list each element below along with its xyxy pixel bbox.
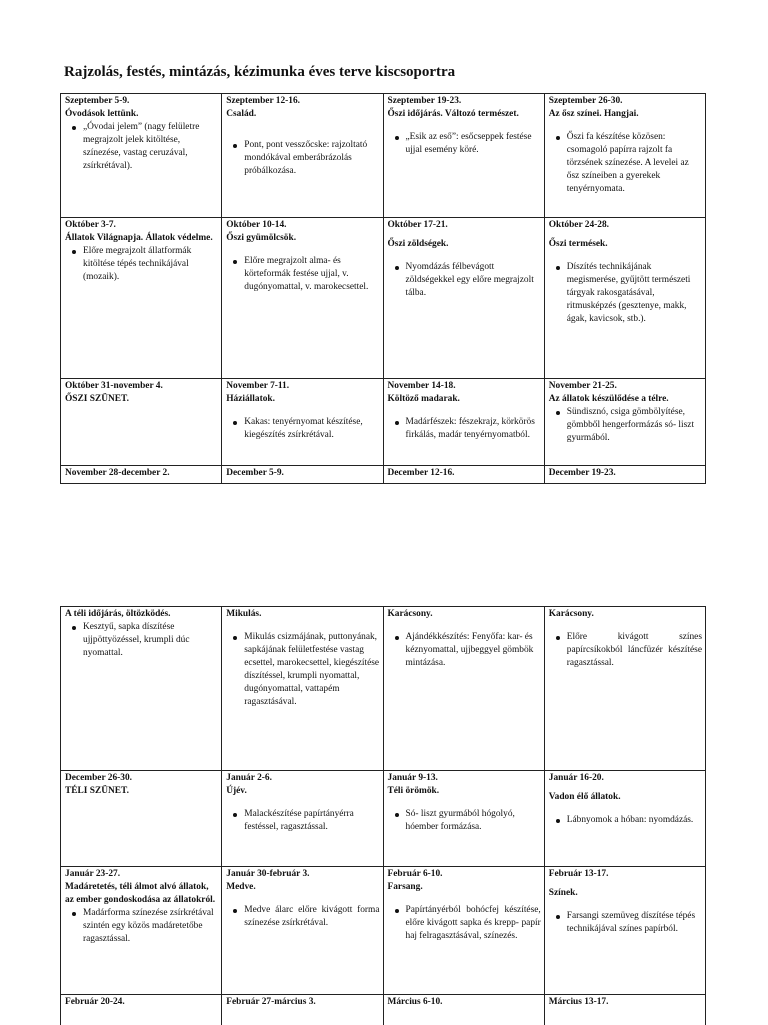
week-date: Október 31-november 4.	[65, 381, 163, 391]
week-topic: Őszi zöldségek.	[387, 238, 449, 249]
week-cell	[61, 466, 222, 484]
week-topic: Óvodások lettünk.	[65, 108, 139, 119]
activity-list	[549, 131, 702, 196]
week-date: Mikulás.	[226, 609, 262, 619]
week-cell	[383, 771, 544, 867]
activity-item: Előre megrajzolt állatformák kitöltése tépés technikájával (mozaik).	[83, 245, 218, 284]
week-cell	[544, 466, 705, 484]
page-title: Rajzolás, festés, mintázás, kézimunka éves terve kiscsoportra	[64, 64, 456, 80]
activity-list	[388, 808, 541, 834]
activity-item: Ajándékkészítés: Fenyőfa: kar- és kéznyomattal, ujjbeggyel gömbök mintázása.	[406, 631, 541, 670]
week-cell	[383, 867, 544, 995]
week-topic: Az állatok készülődése a télre.	[548, 393, 669, 404]
week-cell	[383, 607, 544, 771]
table-row	[61, 771, 706, 867]
activity-list	[388, 416, 541, 442]
week-topic: TÉLI SZÜNET.	[65, 785, 129, 796]
week-date: November 14-18.	[387, 381, 456, 391]
week-topic: Állatok Világnapja. Állatok védelme.	[65, 232, 213, 243]
activity-item: Madárforma színezése zsírkrétával szintén egy közös madáretetőbe ragasztással.	[83, 907, 218, 946]
table-row	[61, 94, 706, 218]
week-cell	[222, 995, 383, 1025]
activity-list	[65, 621, 218, 660]
week-date: Február 27-március 3.	[226, 997, 316, 1007]
activity-list	[549, 261, 702, 326]
week-topic: Őszi gyümölcsök.	[226, 232, 297, 243]
week-cell	[61, 771, 222, 867]
week-cell	[222, 466, 383, 484]
activity-item: Előre kivágott színes papírcsíkokból láncfüzér készítése ragasztással.	[566, 631, 702, 668]
week-date: Október 10-14.	[226, 220, 287, 230]
activity-item: Lábnyomok a hóban: nyomdázás.	[567, 814, 702, 827]
activity-list	[226, 808, 379, 834]
week-date: Január 16-20.	[548, 773, 604, 783]
table-row	[61, 218, 706, 379]
week-date: Január 30-február 3.	[226, 869, 310, 879]
week-cell	[383, 995, 544, 1025]
table-row	[61, 867, 706, 995]
activity-list	[549, 910, 702, 936]
activity-item: Malackészítése papírtányérra festéssel, ragasztással.	[244, 808, 379, 834]
week-date: Szeptember 26-30.	[548, 96, 623, 106]
week-date: December 5-9.	[226, 468, 284, 478]
table-row	[61, 995, 706, 1025]
week-cell	[61, 379, 222, 466]
week-cell	[383, 466, 544, 484]
week-cell	[222, 379, 383, 466]
activity-list	[65, 245, 218, 284]
activity-item: Kakas: tenyérnyomat készítése, kiegészítés zsírkrétával.	[244, 416, 379, 442]
week-date: December 12-16.	[387, 468, 455, 478]
week-topic: Téli örömök.	[387, 785, 440, 796]
week-date: November 21-25.	[548, 381, 617, 391]
activity-item: Kesztyű, sapka díszítése ujjpöttyözéssel, krumpli dúc nyomattal.	[83, 621, 218, 660]
week-date: Október 3-7.	[65, 220, 116, 230]
week-date: Február 13-17.	[548, 869, 609, 879]
week-cell	[61, 607, 222, 771]
week-cell	[383, 379, 544, 466]
week-date: Február 20-24.	[65, 997, 125, 1007]
activity-list	[226, 904, 379, 930]
week-date: Szeptember 19-23.	[387, 96, 462, 106]
week-cell	[61, 867, 222, 995]
week-cell	[544, 379, 705, 466]
activity-list	[388, 631, 541, 670]
week-date: Február 6-10.	[387, 869, 443, 879]
week-cell	[222, 867, 383, 995]
week-date: November 28-december 2.	[65, 468, 170, 478]
activity-item: „Esik az eső”: esőcseppek festése ujjal esemény köré.	[406, 131, 541, 157]
week-topic: ŐSZI SZÜNET.	[65, 393, 129, 404]
week-date: December 19-23.	[548, 468, 616, 478]
activity-item: Őszi fa készítése közösen: csomagoló papírra rajzolt fa törzsének színezése. A levelei az ősz színeiben a gyerekek tenyérnyomata.	[567, 131, 702, 196]
activity-list	[226, 139, 379, 178]
week-topic: Őszi időjárás. Változó természet.	[387, 108, 519, 119]
week-topic: Költöző madarak.	[387, 393, 460, 404]
week-date: Január 23-27.	[65, 869, 121, 879]
activity-item: Farsangi szemüveg díszítése tépés technikájával színes papírból.	[567, 910, 702, 936]
week-date: Január 9-13.	[387, 773, 438, 783]
activity-item: Előre megrajzolt alma- és körteformák festése ujjal, v. dugónyomattal, v. marokecsettel.	[244, 255, 379, 294]
activity-list	[65, 907, 218, 946]
week-topic: Színek.	[548, 887, 578, 898]
activity-item: Pont, pont vesszőcske: rajzoltató mondókával emberábrázolás próbálkozása.	[244, 139, 379, 178]
activity-list	[226, 416, 379, 442]
week-cell	[222, 94, 383, 218]
week-date: Október 24-28.	[548, 220, 609, 230]
week-date: Karácsony.	[387, 609, 433, 619]
week-date: Január 2-6.	[226, 773, 272, 783]
week-date: November 7-11.	[226, 381, 290, 391]
week-cell	[544, 607, 705, 771]
week-topic: Háziállatok.	[226, 393, 275, 404]
week-date: Március 6-10.	[387, 997, 443, 1007]
week-topic: Család.	[226, 108, 257, 119]
week-topic: Őszi termések.	[548, 238, 608, 249]
week-cell	[222, 607, 383, 771]
activity-item: Sündisznó, csiga gömbölyítése, gömbből hengerformázás só- liszt gyurmából.	[567, 406, 702, 445]
week-cell	[383, 218, 544, 379]
activity-list	[549, 631, 702, 670]
week-cell	[544, 771, 705, 867]
week-topic: Az ősz színei. Hangjai.	[548, 108, 639, 119]
activity-item: „Óvodai jelem” (nagy felületre megrajzolt jelek kitöltése, színezése, vastag ceruzával, zsírkrétával).	[83, 121, 218, 173]
week-date: Karácsony.	[548, 609, 594, 619]
week-cell	[222, 218, 383, 379]
table-row	[61, 466, 706, 484]
week-topic: Madáretetés, téli álmot alvó állatok, az ember gondoskodása az állatokról.	[65, 881, 216, 905]
activity-list	[65, 121, 218, 173]
activity-list	[388, 261, 541, 300]
week-date: Október 17-21.	[387, 220, 448, 230]
week-cell	[544, 995, 705, 1025]
activity-list	[388, 131, 541, 157]
week-topic: Farsang.	[387, 881, 423, 892]
activity-list	[226, 631, 379, 709]
week-cell	[544, 94, 705, 218]
activity-list	[388, 904, 541, 943]
activity-item: Só- liszt gyurmából hógolyó, hóember formázása.	[406, 808, 541, 834]
week-cell	[61, 218, 222, 379]
week-date: Március 13-17.	[548, 997, 609, 1007]
week-cell	[383, 94, 544, 218]
week-date: December 26-30.	[65, 773, 132, 783]
activity-item: Madárfészek: fészekrajz, körkörös firkálás, madár tenyérnyomatból.	[406, 416, 541, 442]
activity-item: Mikulás csizmájának, puttonyának, sapkájának felületfestése vastag ecsettel, marokecsettel, kiegészítése díszítéssel, krumpli nyomattal, dugónyomattal, vattapém ragasztásával.	[244, 631, 380, 707]
week-topic: Medve.	[226, 881, 256, 892]
activity-item: Nyomdázás félbevágott zöldségekkel egy előre megrajzolt tálba.	[406, 261, 541, 300]
week-topic: Vadon élő állatok.	[548, 791, 621, 802]
week-date: A téli időjárás, öltözködés.	[65, 609, 171, 619]
plan-table-winter	[60, 606, 706, 1025]
table-row	[61, 607, 706, 771]
activity-list	[226, 255, 379, 294]
week-topic: Újév.	[226, 785, 247, 796]
activity-item: Papírtányérból bohócfej készítése, előre kivágott sapka és krepp- papír haj felragasztásával, színezés.	[405, 904, 541, 941]
week-cell	[544, 867, 705, 995]
week-cell	[61, 995, 222, 1025]
week-date: Szeptember 5-9.	[65, 96, 130, 106]
activity-list	[549, 406, 702, 445]
activity-list	[549, 814, 702, 827]
week-cell	[61, 94, 222, 218]
week-cell	[222, 771, 383, 867]
week-cell	[544, 218, 705, 379]
table-row	[61, 379, 706, 466]
week-date: Szeptember 12-16.	[226, 96, 301, 106]
activity-item: Díszítés technikájának megismerése, gyűjtött természeti tárgyak rakosgatásával, ritmusképzés (gesztenye, makk, ágak, kavicsok, stb.).	[567, 261, 702, 326]
plan-table-autumn	[60, 93, 706, 484]
activity-item: Medve álarc előre kivágott forma színezése zsírkrétával.	[244, 904, 380, 928]
